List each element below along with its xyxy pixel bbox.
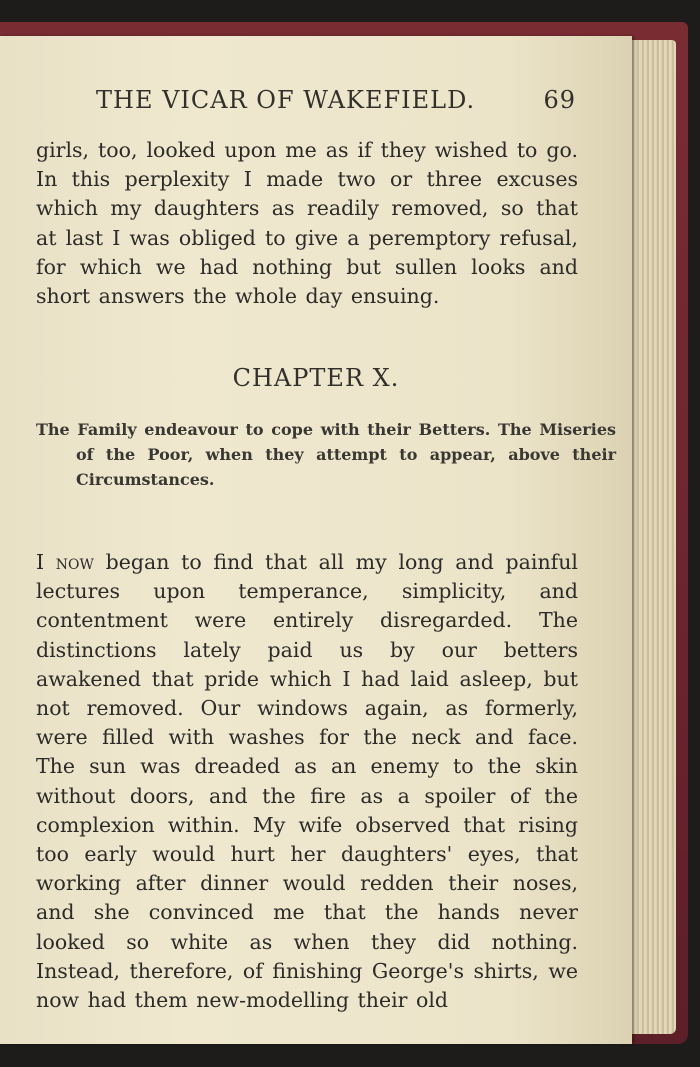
chapter-body-text: began to find that all my long and painful lectures upon temperance, simplicity, and contentment were entirely disregarded. The distinctions lately paid us by our betters awakened that pride which I had laid asleep, but not removed. Our windows again, as formerly, were filled with washes for the neck and face. The sun was dreaded as an enemy to the skin without doors, and the fire as a spoiler of the complexion within. My wife observed that rising too early would hurt her daughters' eyes, that working after dinner would redden their noses, and she convinced me that the hands never looked so white as when they did nothing. Instead, therefore, of finishing George's shirts, we now had them new-modelling their old bbox=[36, 550, 578, 1013]
running-head bbox=[96, 86, 576, 114]
book-page bbox=[0, 36, 632, 1044]
page-number: 69 bbox=[543, 86, 576, 114]
opening-paragraph: girls, too, looked upon me as if they wished to go. In this perplexity I made two or three excuses which my daughters as readily removed, so that at last I was obliged to give a peremptory refusal, for which we had nothing but sullen looks and short answers the whole day ensuing. bbox=[36, 138, 578, 309]
chapter-opening-word: I now bbox=[36, 550, 94, 574]
chapter-body bbox=[36, 548, 578, 1015]
chapter-title: CHAPTER X. bbox=[232, 364, 400, 392]
chapter-summary: The Family endeavour to cope with their Betters. The Miseries of the Poor, when they attempt to appear, above their Circumstances. bbox=[36, 420, 616, 489]
chapter-heading bbox=[0, 364, 632, 392]
book-title: THE VICAR OF WAKEFIELD. bbox=[96, 86, 476, 114]
